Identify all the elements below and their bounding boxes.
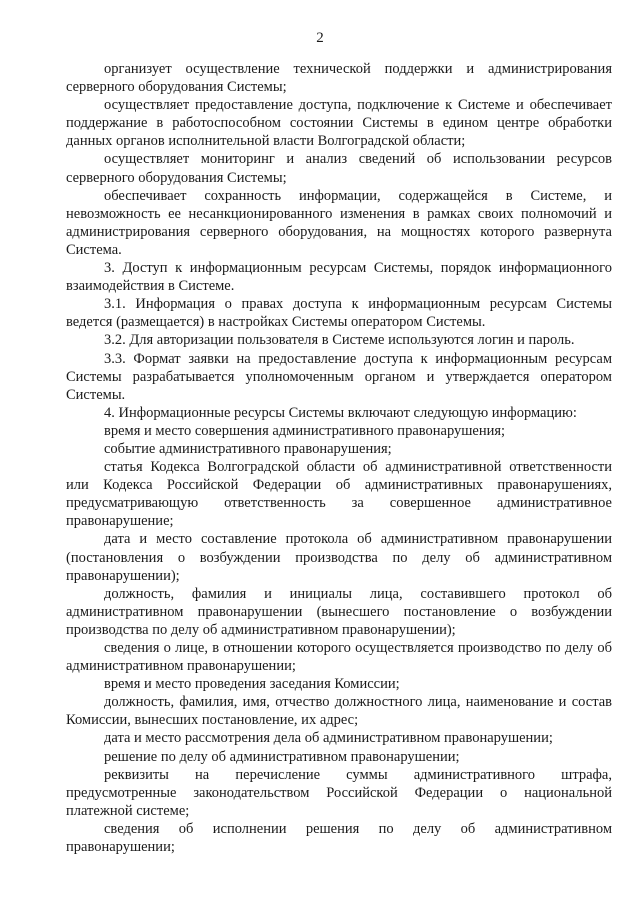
list-item: должность, фамилия, имя, отчество должностного лица, наименование и состав Комиссии, вынесших постановление, их адрес;: [66, 694, 612, 729]
section-heading: 4. Информационные ресурсы Системы включают следующую информацию:: [104, 404, 577, 421]
list-item: событие административного правонарушения;: [104, 440, 392, 457]
list-item: дата и место рассмотрения дела об административном правонарушении;: [104, 730, 553, 747]
list-item: время и место совершения административного правонарушения;: [104, 422, 506, 439]
paragraph: 3.2. Для авторизации пользователя в Системе используются логин и пароль.: [104, 332, 575, 349]
list-item: сведения об исполнении решения по делу об административном правонарушении;: [66, 820, 612, 856]
list-item: решение по делу об административном правонарушении;: [104, 748, 460, 765]
paragraph: осуществляет предоставление доступа, подключение к Системе и обеспечивает поддержание в работоспособном состоянии Системы в едином центре обработки данных органов исполнительной власти Волгоградской области;: [66, 97, 612, 150]
page-number: 2: [316, 30, 324, 46]
list-item: дата и место составление протокола об административном правонарушении (постановления о возбуждении производства по делу об административном правонарушении);: [66, 531, 612, 584]
paragraph: обеспечивает сохранность информации, содержащейся в Системе, и невозможность ее несанкционированного изменения в рамках своих полномочий и администрирования серверного оборудования, на мощностях которого развернута Система.: [66, 187, 612, 258]
list-item: реквизиты на перечисление суммы административного штрафа, предусмотренные законодательством Российской Федерации о национальной платежной системе;: [66, 766, 612, 819]
paragraph: осуществляет мониторинг и анализ сведений об использовании ресурсов серверного оборудования Системы;: [66, 151, 612, 186]
list-item: время и место проведения заседания Комиссии;: [104, 676, 400, 693]
paragraph: 3.3. Формат заявки на предоставление доступа к информационным ресурсам Системы разрабатывается уполномоченным органом и утверждается оператором Системы.: [66, 350, 612, 403]
document-body: [66, 60, 612, 856]
list-item: статья Кодекса Волгоградской области об административной ответственности или Кодекса Российской Федерации об административных правонарушениях, предусматривающую ответственность за совершенное административное правонарушение;: [66, 459, 612, 530]
paragraph: организует осуществление технической поддержки и администрирования серверного оборудования Системы;: [66, 61, 612, 96]
paragraph: 3.1. Информация о правах доступа к информационным ресурсам Системы ведется (размещается) в настройках Системы оператором Системы.: [66, 296, 612, 331]
list-item: должность, фамилия и инициалы лица, составившего протокол об административном правонарушении (вынесшего постановление о возбуждении производства по делу об административном правонарушении);: [66, 585, 612, 638]
section-heading: 3. Доступ к информационным ресурсам Системы, порядок информационного взаимодействия в Системе.: [66, 260, 612, 295]
list-item: сведения о лице, в отношении которого осуществляется производство по делу об административном правонарушении;: [66, 640, 612, 675]
